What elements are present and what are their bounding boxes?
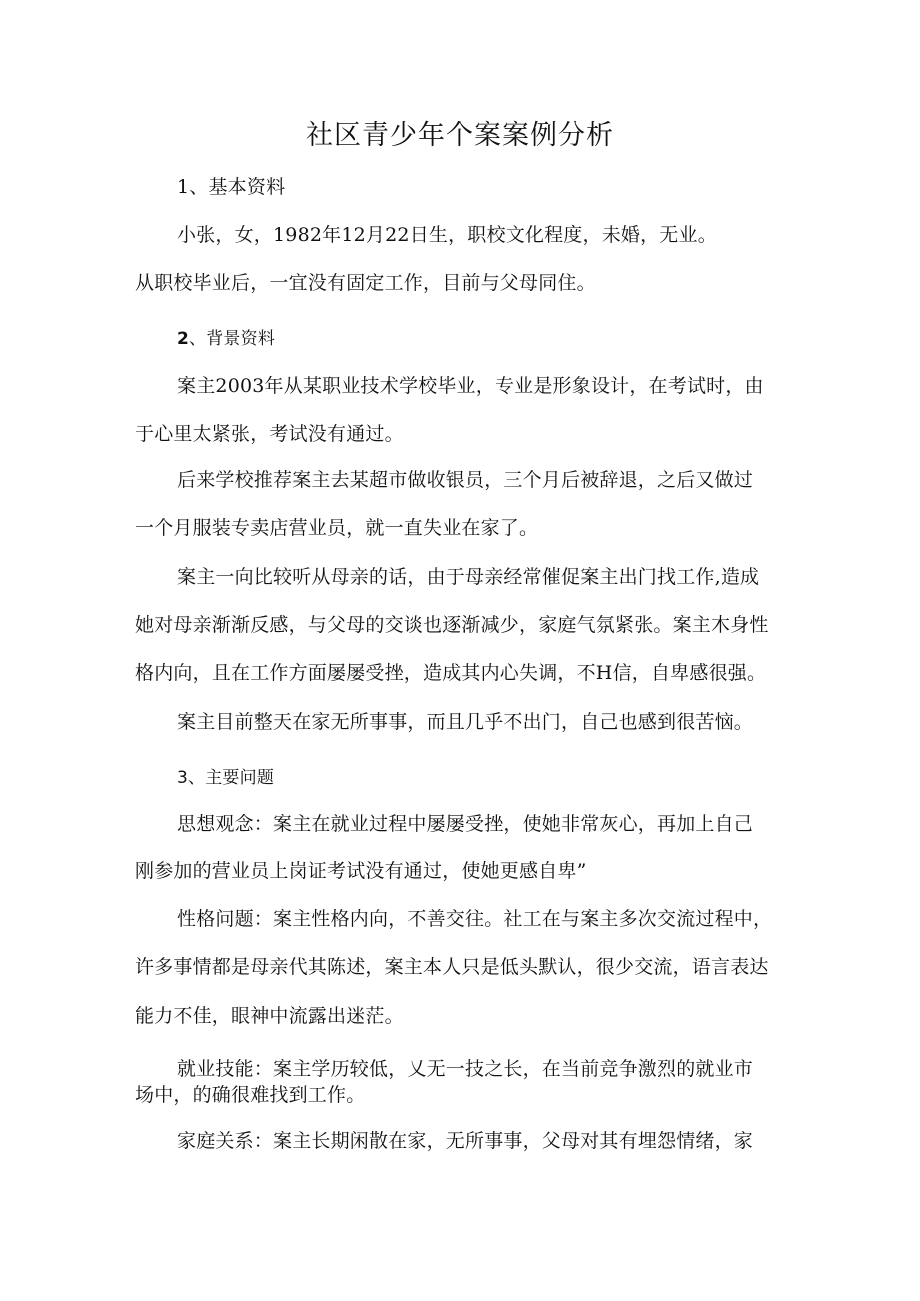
section-3-heading: 3、主要问题 — [177, 768, 275, 788]
paragraph-line: 小张，女，1982年12月22日生，职校文化程度，未婚，无业。 — [177, 224, 717, 246]
section-2-number: 2 — [177, 329, 190, 349]
paragraph-line: 案主2003年从某职业技术学校毕业，专业是形象设计，在考试时，由 — [177, 375, 764, 397]
paragraph-line: 思想观念：案主在就业过程中屡屡受挫，使她非常灰心，再加上自己 — [177, 813, 754, 835]
paragraph-line: 性格问题：案主性格内向，不善交往。社工在与案主多次交流过程中， — [177, 908, 773, 930]
paragraph-line: 就业技能：案主学历较低，乂无一技之长，在当前竞争激烈的就业市 — [177, 1058, 754, 1080]
paragraph-line: 能力不佳，眼神中流露出迷茫。 — [135, 1005, 404, 1027]
paragraph-line: 后来学校推荐案主去某超市做收银员，三个月后被辞退，之后又做过 — [177, 469, 754, 491]
section-2-heading — [177, 327, 275, 351]
section-1-heading: 1、基本资料 — [177, 176, 286, 198]
paragraph-line: 从职校毕业后，一宜没有固定工作，目前与父母同住。 — [135, 272, 596, 294]
paragraph-line: 格内向，且在工作方面屡屡受挫，造成其内心失调，不H信，自卑感很强。 — [135, 662, 767, 684]
paragraph-line: 一个月服装专卖店营业员，就一直失业在家了。 — [135, 517, 539, 539]
paragraph-line: 刚参加的营业员上岗证考试没有通过，使她更感自卑” — [135, 860, 587, 882]
section-2-heading-text: 、背景资料 — [189, 329, 276, 349]
document-title: 社区青少年个案案例分析 — [306, 120, 614, 151]
paragraph-line: 许多事情都是母亲代其陈述，案主本人只是低头默认，很少交流，语言表达 — [135, 956, 769, 978]
paragraph-line: 案主目前整天在家无所事事，而且几乎不出门，自己也感到很苦恼。 — [177, 711, 754, 733]
paragraph-line: 场中，的确很难找到工作。 — [135, 1084, 366, 1106]
paragraph-line: 案主一向比较听从母亲的话，由于母亲经常催促案主出门找工作,造成 — [177, 566, 760, 588]
paragraph-line: 家庭关系：案主长期闲散在家，无所事事，父母对其有埋怨情绪，家 — [177, 1130, 754, 1152]
paragraph-line: 于心里太紧张，考试没有通过。 — [135, 423, 404, 445]
paragraph-line: 她对母亲渐渐反感，与父母的交谈也逐渐减少，家庭气氛紧张。案主木身性 — [135, 614, 769, 636]
